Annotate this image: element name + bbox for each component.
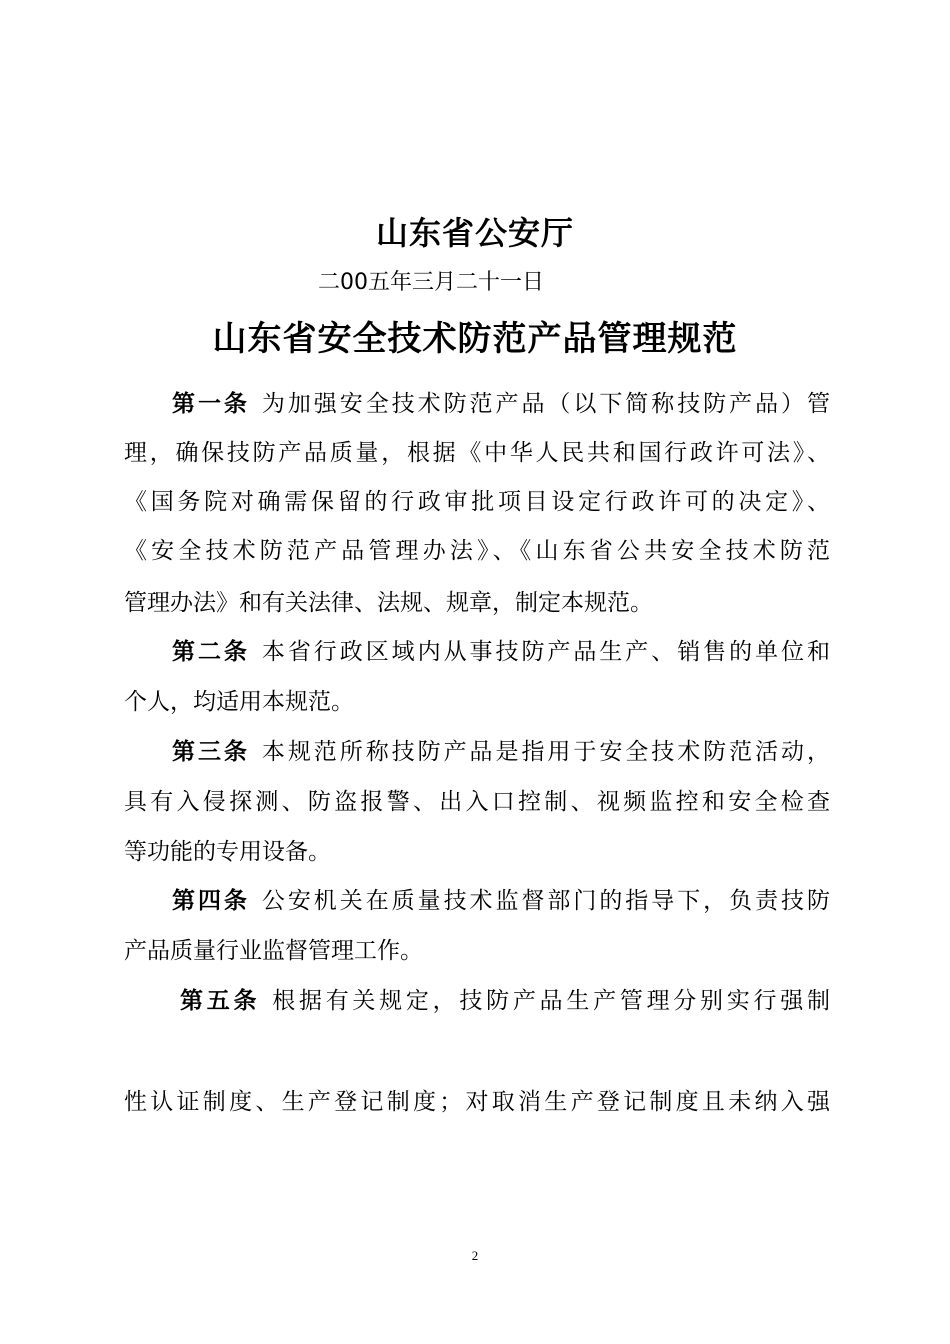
article-4-line: 产品质量行业监督管理工作。 [124,938,423,964]
article-2-first-line [172,636,830,668]
article-3-label: 第三条 [172,739,250,765]
article-5-first-line [180,985,830,1017]
article-5-label: 第五条 [180,988,261,1014]
article-3-text: 本规范所称技防产品是指用于安全技术防范活动， [261,739,830,765]
article-4-label: 第四条 [172,888,250,914]
article-1-text: 为加强安全技术防范产品（以下简称技防产品）管 [261,391,830,417]
article-4-first-line [172,885,830,917]
article-1-label: 第一条 [172,391,250,417]
article-3-line: 等功能的专用设备。 [124,839,331,865]
document-title: 山东省安全技术防范产品管理规范 [212,319,738,359]
article-1-line: 管理办法》和有关法律、法规、规章，制定本规范。 [124,590,653,616]
article-2-text: 本省行政区域内从事技防产品生产、销售的单位和 [261,639,830,665]
article-1-line: 理，确保技防产品质量，根据《中华人民共和国行政许可法》、 [124,440,830,466]
article-2-label: 第二条 [172,639,250,665]
article-1-first-line [172,388,830,420]
article-5-line: 性认证制度、生产登记制度；对取消生产登记制度且未纳入强 [124,1089,830,1115]
issue-date: 二00五年三月二十一日 [318,270,544,295]
article-1-line: 《安全技术防范产品管理办法》、《山东省公共安全技术防范 [124,538,830,564]
article-1-line: 《国务院对确需保留的行政审批项目设定行政许可的决定》、 [124,489,830,515]
article-2-line: 个人，均适用本规范。 [124,689,354,715]
issuing-agency: 山东省公安厅 [375,214,574,252]
article-3-first-line [172,736,830,768]
article-3-line: 具有入侵探测、防盗报警、出入口控制、视频监控和安全检查 [124,789,830,815]
page-number: 2 [471,1248,479,1263]
article-4-text: 公安机关在质量技术监督部门的指导下，负责技防 [261,888,830,914]
article-5-text: 根据有关规定，技防产品生产管理分别实行强制 [272,988,831,1014]
